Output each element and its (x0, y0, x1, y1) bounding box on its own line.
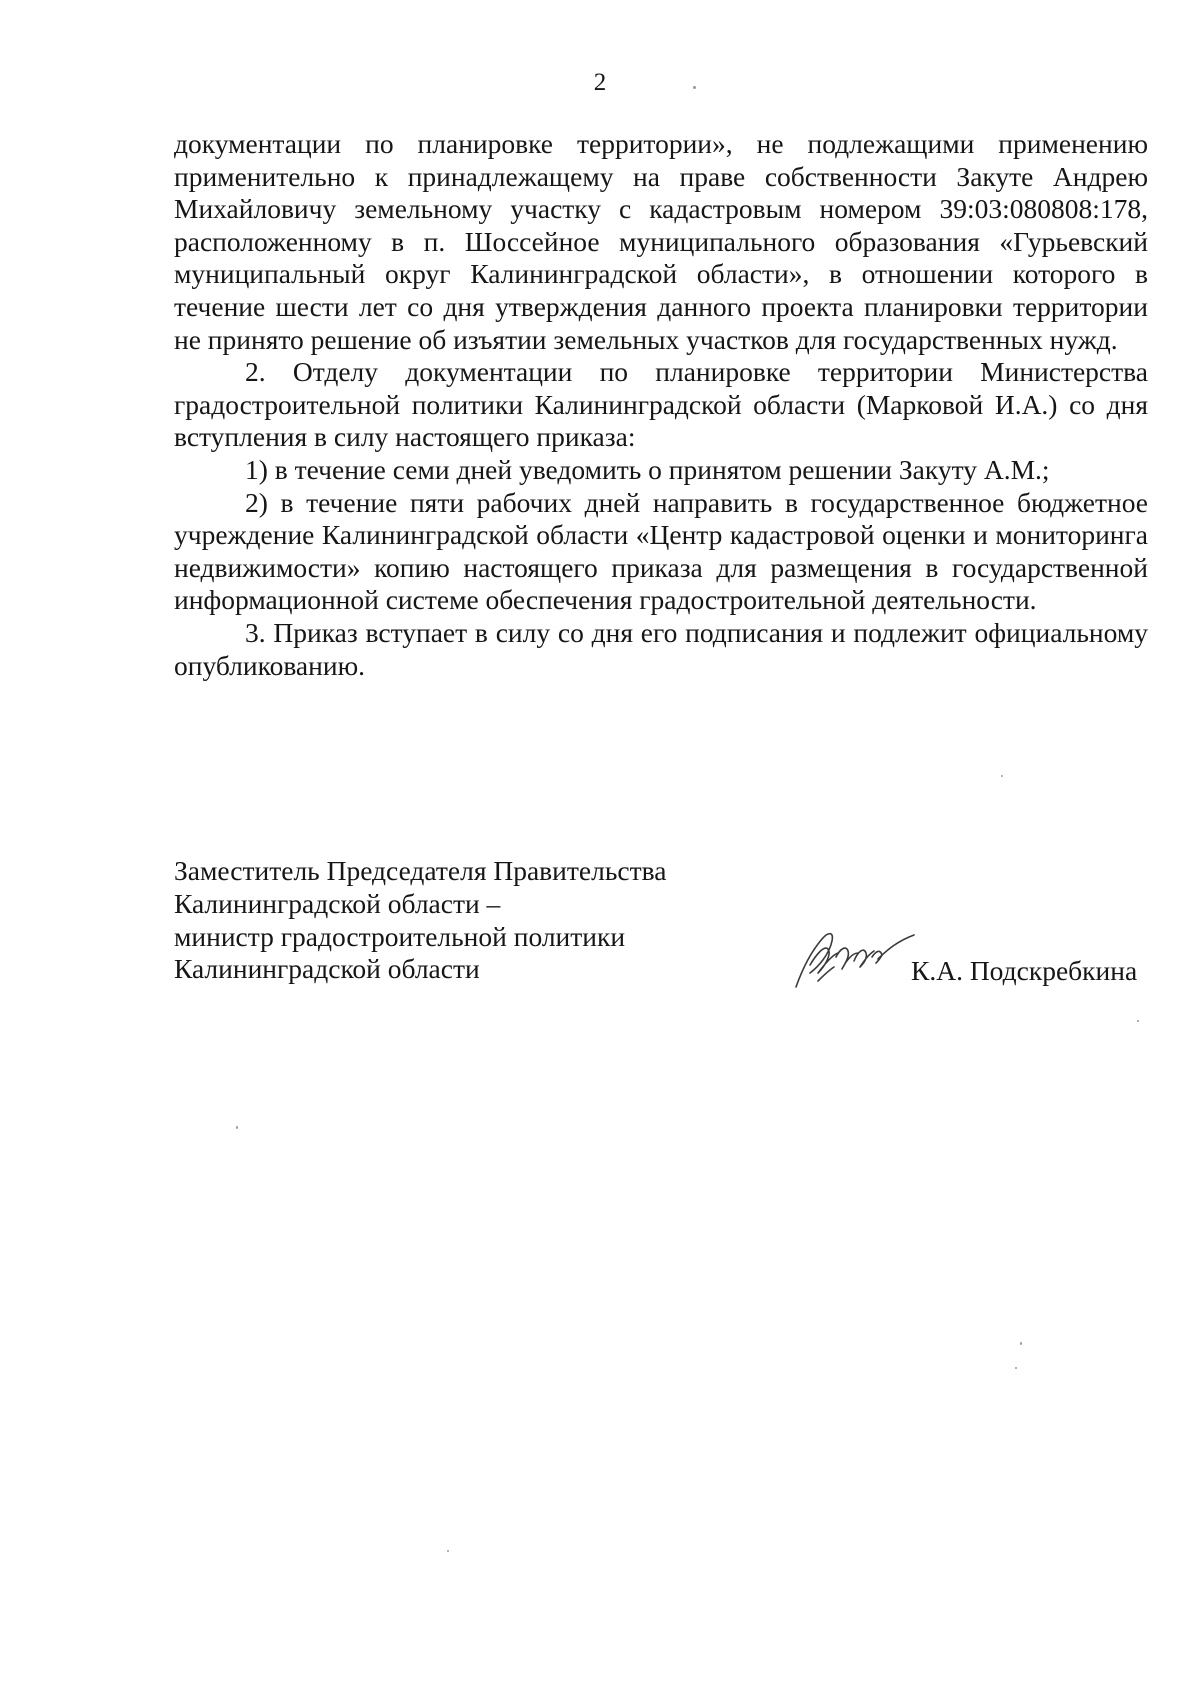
signer-name: К.А. Подскребкина (911, 955, 1138, 986)
scan-speck (693, 86, 696, 89)
paragraph-item-3: 3. Приказ вступает в силу со дня его подписания и подлежит официальному опубликованию. (174, 616, 1148, 681)
scan-speck (1020, 1342, 1022, 1345)
scan-speck (1015, 1367, 1017, 1369)
scan-speck (236, 1126, 238, 1129)
position-line: Калининградской области (174, 953, 480, 985)
page-number: 2 (593, 69, 607, 96)
document-body (174, 128, 1148, 682)
handwritten-signature (788, 915, 918, 993)
scan-speck (1001, 775, 1003, 777)
paragraph-item-2: 2. Отделу документации по планировке территории Министерства градостроительной политики Калининградской области (Марковой И.А.) со дня вступления в силу настоящего приказа: (174, 356, 1148, 453)
scan-speck (1137, 1020, 1139, 1022)
position-line: министр градостроительной политики (174, 920, 626, 952)
paragraph-continuation: документации по планировке территории», не подлежащими применению применительно к принадлежащему на праве собственности Закуте Андрею Михайловичу земельному участку с кадастровым номером 39:03:080808:178, расположенному в п. Шоссейное муниципального образования «Гурьевский муниципальный округ Калининградской области», в отношении которого в течение шести лет со дня утверждения данного проекта планировки территории не принято решение об изъятии земельных участков для государственных нужд. (174, 128, 1148, 355)
signatory-position (174, 855, 666, 986)
paragraph-subitem-1: 1) в течение семи дней уведомить о принятом решении Закуту А.М.; (245, 453, 1050, 485)
position-line: Заместитель Председателя Правительства (174, 855, 667, 886)
position-line: Калининградской области – (174, 887, 501, 919)
paragraph-subitem-2: 2) в течение пяти рабочих дней направить в государственное бюджетное учреждение Калининградской области «Центр кадастровой оценки и мониторинга недвижимости» копию настоящего приказа для размещения в государственной информационной системе обеспечения градостроительной деятельности. (174, 486, 1148, 616)
scan-speck (447, 1550, 449, 1552)
